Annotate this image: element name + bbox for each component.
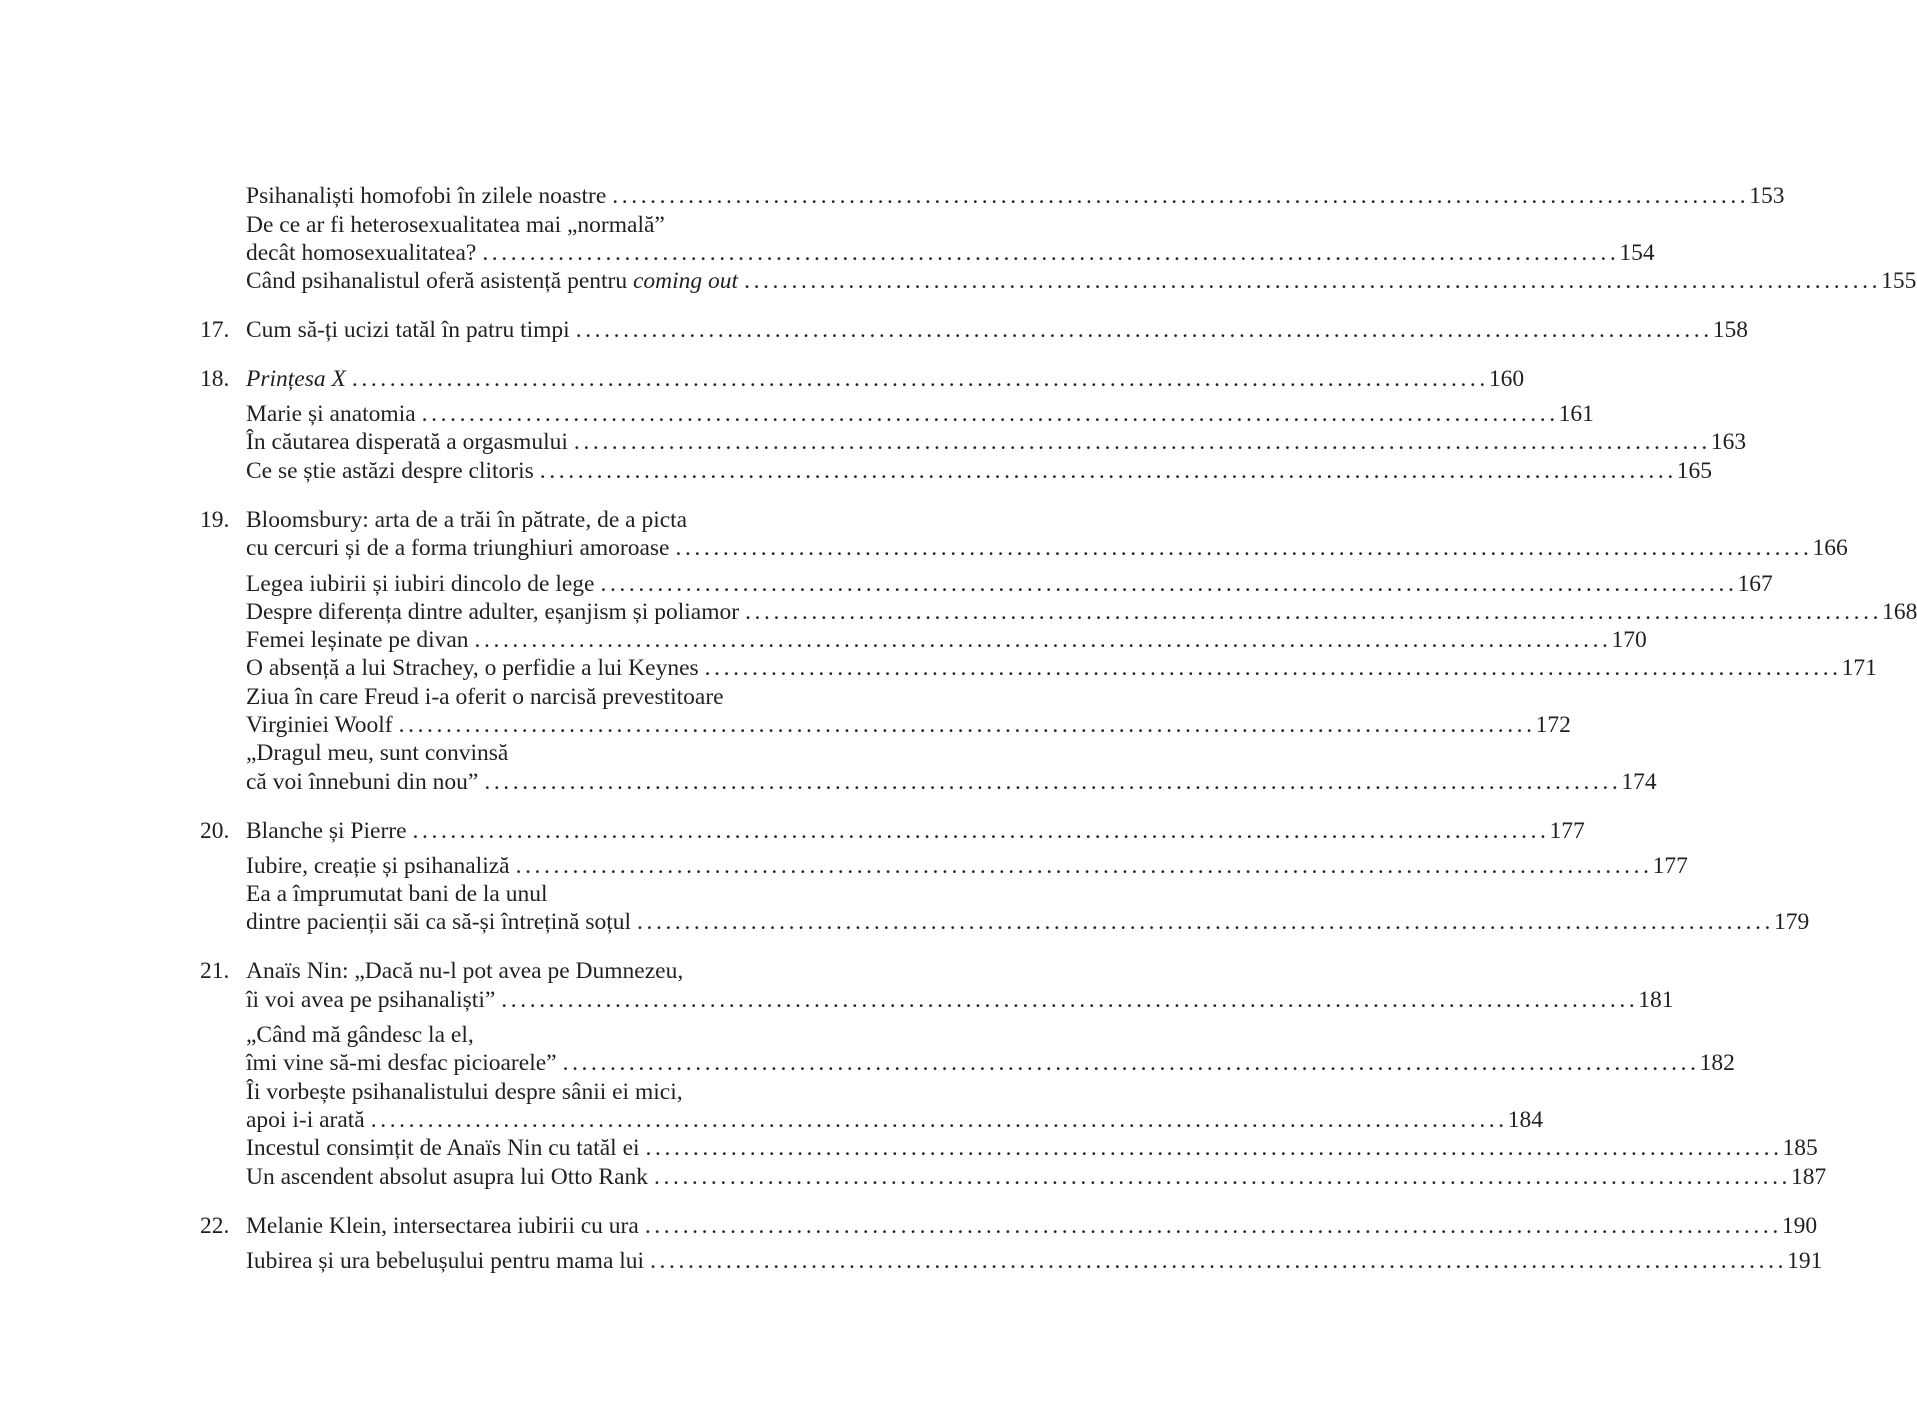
dot-leader: ........................................................................................................................: [612, 183, 1750, 209]
title-text: De ce ar fi heterosexualitatea mai „normală”: [246, 212, 665, 238]
toc-chapter-line: [200, 315, 1748, 345]
toc-chapter-line: [200, 505, 894, 535]
entry-title: [246, 181, 606, 211]
page-number: 155: [1881, 268, 1917, 294]
title-text: Virginiei Woolf: [246, 712, 393, 738]
title-text: Ce se știe astăzi despre clitoris: [246, 458, 534, 484]
title-text: Ea a împrumutat bani de la unul: [246, 881, 548, 907]
toc-section-line: [200, 907, 1810, 937]
dot-leader: ........................................................................................................................: [484, 769, 1622, 795]
title-text: îi voi avea pe psihanaliști”: [246, 987, 496, 1013]
page-number: 168: [1882, 599, 1917, 625]
toc-section-line: [200, 738, 894, 768]
toc-section-line: [200, 1162, 1827, 1192]
toc-chapter-line: [200, 364, 1525, 394]
entry-title: [246, 569, 594, 599]
page-number: 166: [1812, 535, 1848, 561]
toc-section-line: [200, 1020, 894, 1050]
title-text: Despre diferența dintre adulter, eșanjism și poliamor: [246, 599, 740, 625]
toc-section-line: [200, 427, 1747, 457]
title-text: O absență a lui Strachey, o perfidie a lui Keynes: [246, 655, 699, 681]
toc-section-line: [200, 597, 1917, 627]
entry-title: [246, 238, 476, 268]
toc-section-line: [200, 1246, 1823, 1276]
entry-title: [246, 1162, 648, 1192]
toc-chapter-line: [200, 985, 1674, 1015]
entry-title: [246, 879, 548, 909]
chapter-number: 17.: [200, 317, 230, 343]
entry-title: [246, 456, 534, 486]
dot-leader: ........................................................................................................................: [650, 1248, 1788, 1274]
title-text: „Dragul meu, sunt convinsă: [246, 740, 509, 766]
title-text: Iubirea și ura bebelușului pentru mama lui: [246, 1248, 645, 1274]
toc-chapter-line: [200, 956, 894, 986]
entry-title: [246, 710, 393, 740]
entry-title: [246, 505, 687, 535]
dot-leader: ........................................................................................................................: [675, 535, 1813, 561]
dot-leader: ........................................................................................................................: [515, 853, 1653, 879]
dot-leader: ........................................................................................................................: [654, 1164, 1792, 1190]
entry-title: [246, 767, 478, 797]
entry-title: [246, 266, 738, 296]
page-number: 191: [1787, 1248, 1823, 1274]
chapter-number: [200, 1077, 246, 1107]
title-text: „Când mă gândesc la el,: [246, 1022, 474, 1048]
entry-title: [246, 985, 495, 1015]
title-text: Când psihanalistul oferă asistență pentru: [246, 268, 633, 294]
dot-leader: ........................................................................................................................: [744, 268, 1882, 294]
toc-section-line: [200, 1077, 894, 1107]
chapter-number: 22.: [200, 1213, 230, 1239]
dot-leader: ........................................................................................................................: [412, 818, 1550, 844]
title-text: că voi înnebuni din nou”: [246, 769, 479, 795]
entry-title: [246, 597, 739, 627]
title-text: cu cercuri și de a forma triunghiuri amoroase: [246, 535, 670, 561]
title-text: Cum să-ți ucizi tatăl în patru timpi: [246, 317, 570, 343]
chapter-number: [200, 985, 246, 1015]
chapter-number: [200, 682, 246, 712]
chapter-number: [200, 710, 246, 740]
entry-title: [246, 364, 346, 394]
chapter-number: [200, 738, 246, 768]
page-number: 179: [1774, 909, 1810, 935]
toc-section-line: [200, 625, 1647, 655]
title-italic-text: coming out: [633, 268, 739, 294]
entry-title: [246, 533, 669, 563]
entry-title: [246, 1020, 474, 1050]
chapter-number: [200, 210, 246, 240]
page-number: 182: [1699, 1050, 1735, 1076]
entry-title: [246, 1105, 365, 1135]
toc-section-line: [200, 879, 894, 909]
chapter-number: [200, 767, 246, 797]
chapter-number: [200, 1020, 246, 1050]
page-number: 172: [1535, 712, 1571, 738]
title-text: Iubire, creație și psihanaliză: [246, 853, 510, 879]
dot-leader: ........................................................................................................................: [600, 571, 1738, 597]
dot-leader: ........................................................................................................................: [645, 1135, 1783, 1161]
chapter-number: [200, 456, 246, 486]
page-number: 174: [1621, 769, 1657, 795]
toc-section-line: [200, 710, 1571, 740]
entry-title: [246, 907, 631, 937]
page-number: 171: [1841, 655, 1877, 681]
title-text: Bloomsbury: arta de a trăi în pătrate, de a picta: [246, 507, 688, 533]
chapter-number: [200, 399, 246, 429]
entry-title: [246, 1246, 644, 1276]
title-text: apoi i-i arată: [246, 1107, 365, 1133]
toc-section-line: [200, 767, 1657, 797]
toc-section-line: [200, 1048, 1735, 1078]
chapter-number: [200, 1105, 246, 1135]
dot-leader: ........................................................................................................................: [370, 1107, 1508, 1133]
dot-leader: ........................................................................................................................: [745, 599, 1883, 625]
chapter-number: [200, 851, 246, 881]
page-number: 158: [1712, 317, 1748, 343]
page-number: 167: [1737, 571, 1773, 597]
chapter-number: 20.: [200, 818, 230, 844]
toc-section-line: [200, 682, 894, 712]
chapter-number: [200, 427, 246, 457]
toc-section-line: [200, 456, 1713, 486]
entry-title: [246, 1133, 640, 1163]
toc-section-line: [200, 653, 1877, 683]
toc-section-line: [200, 266, 1917, 296]
title-text: Blanche și Pierre: [246, 818, 407, 844]
page-number: 187: [1791, 1164, 1827, 1190]
chapter-number: 18.: [200, 366, 230, 392]
dot-leader: ........................................................................................................................: [562, 1050, 1700, 1076]
title-text: Femei leșinate pe divan: [246, 627, 469, 653]
entry-title: [246, 399, 416, 429]
toc-section-line: [200, 1105, 1543, 1135]
dot-leader: ........................................................................................................................: [637, 909, 1775, 935]
page-number: 165: [1676, 458, 1713, 484]
chapter-number: [200, 625, 246, 655]
title-text: decât homosexualitatea?: [246, 240, 477, 266]
title-text: Îi vorbește psihanalistului despre sânii ei mici,: [246, 1079, 683, 1105]
chapter-number: [200, 907, 246, 937]
entry-title: [246, 851, 510, 881]
entry-title: [246, 738, 508, 768]
page-number: 184: [1507, 1107, 1543, 1133]
dot-leader: ........................................................................................................................: [704, 655, 1842, 681]
chapter-number: [200, 597, 246, 627]
entry-title: [246, 956, 683, 986]
title-text: Anaïs Nin: „Dacă nu-l pot avea pe Dumnezeu,: [246, 958, 684, 984]
chapter-number: [200, 1048, 246, 1078]
chapter-number: [200, 238, 246, 268]
dot-leader: ........................................................................................................................: [501, 987, 1639, 1013]
title-text: Melanie Klein, intersectarea iubirii cu ura: [246, 1213, 639, 1239]
title-text: Incestul consimțit de Anaïs Nin cu tatăl ei: [246, 1135, 640, 1161]
page-number: 170: [1611, 627, 1647, 653]
entry-title: [246, 210, 665, 240]
title-text: Marie și anatomia: [246, 401, 416, 427]
page-number: 177: [1652, 853, 1688, 879]
chapter-number: [200, 533, 246, 563]
title-text: dintre pacienții săi ca să-și întrețină soțul: [246, 909, 632, 935]
toc-section-line: [200, 238, 1655, 268]
chapter-number: [200, 266, 246, 296]
page-number: 153: [1749, 183, 1785, 209]
dot-leader: ........................................................................................................................: [474, 627, 1612, 653]
page-number: 160: [1488, 366, 1525, 392]
entry-title: [246, 427, 568, 457]
title-text: Un ascendent absolut asupra lui Otto Rank: [246, 1164, 649, 1190]
toc-section-line: [200, 210, 894, 240]
dot-leader: ........................................................................................................................: [482, 240, 1620, 266]
toc-chapter-line: [200, 816, 1585, 846]
entry-title: [246, 1048, 557, 1078]
toc-section-line: [200, 181, 1785, 211]
chapter-number: 19.: [200, 507, 230, 533]
toc-section-line: [200, 1133, 1818, 1163]
dot-leader: ........................................................................................................................: [398, 712, 1536, 738]
entry-title: [246, 682, 724, 712]
title-text: îmi vine să-mi desfac picioarele”: [246, 1050, 557, 1076]
entry-title: [246, 1211, 639, 1241]
title-text: Ziua în care Freud i-a oferit o narcisă prevestitoare: [246, 684, 724, 710]
chapter-number: 21.: [200, 958, 230, 984]
chapter-number: [200, 1162, 246, 1192]
title-text: Psihanaliști homofobi în zilele noastre: [246, 183, 607, 209]
toc-section-line: [200, 851, 1688, 881]
toc-chapter-line: [200, 1211, 1818, 1241]
entry-title: [246, 816, 407, 846]
page-number: 163: [1710, 429, 1747, 455]
dot-leader: ........................................................................................................................: [539, 458, 1677, 484]
chapter-number: [200, 1246, 246, 1276]
dot-leader: ........................................................................................................................: [575, 317, 1713, 343]
dot-leader: ........................................................................................................................: [351, 366, 1489, 392]
page-number: 154: [1619, 240, 1655, 266]
chapter-number: [200, 653, 246, 683]
title-italic-text: Prințesa X: [246, 366, 346, 392]
dot-leader: ........................................................................................................................: [573, 429, 1711, 455]
entry-title: [246, 1077, 683, 1107]
page-number: 185: [1782, 1135, 1818, 1161]
dot-leader: ........................................................................................................................: [644, 1213, 1782, 1239]
entry-title: [246, 625, 469, 655]
toc-section-line: [200, 399, 1594, 429]
page-number: 161: [1558, 401, 1594, 427]
title-text: Legea iubirii și iubiri dincolo de lege: [246, 571, 595, 597]
page-number: 190: [1781, 1213, 1818, 1239]
page-number: 181: [1638, 987, 1674, 1013]
entry-title: [246, 653, 699, 683]
entry-title: [246, 315, 570, 345]
toc-section-line: [200, 569, 1773, 599]
page-number: 177: [1549, 818, 1585, 844]
chapter-number: [200, 1133, 246, 1163]
toc-chapter-line: [200, 533, 1848, 563]
chapter-number: [200, 879, 246, 909]
dot-leader: ........................................................................................................................: [421, 401, 1559, 427]
chapter-number: [200, 569, 246, 599]
chapter-number: [200, 181, 246, 211]
title-text: În căutarea disperată a orgasmului: [246, 429, 568, 455]
